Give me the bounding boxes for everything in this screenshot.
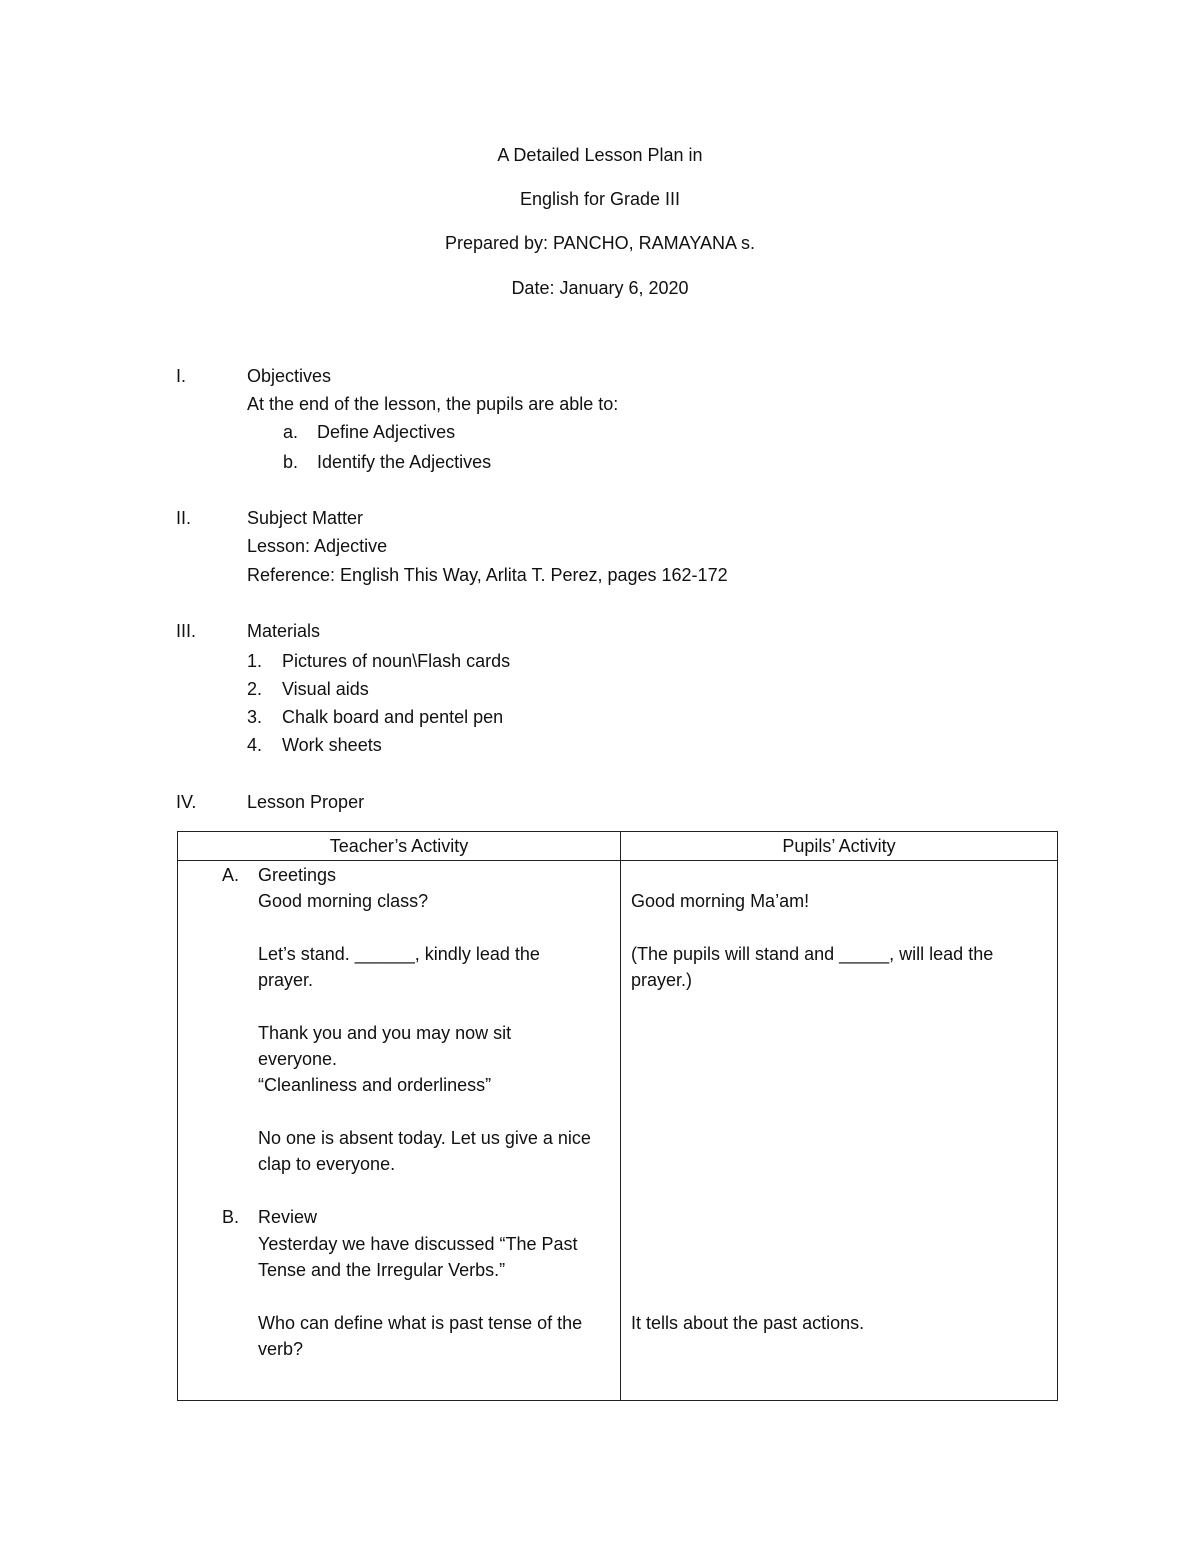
teacher-step-marker: A.	[222, 865, 240, 885]
section-numeral-materials: III.	[176, 621, 197, 641]
pupil-line: (The pupils will stand and _____, will lead the prayer.)	[631, 944, 994, 990]
section-heading-materials: Materials	[247, 621, 321, 641]
teacher-line: Thank you and you may now sit everyone.	[258, 1023, 512, 1069]
teacher-line: Who can define what is past tense of the verb?	[258, 1313, 583, 1359]
document-subtitle: English for Grade III	[519, 189, 681, 209]
section-heading-lesson-proper: Lesson Proper	[247, 792, 365, 812]
prepared-by: Prepared by: PANCHO, RAMAYANA s.	[444, 233, 756, 253]
pupil-line: Good morning Ma’am!	[631, 891, 810, 911]
teacher-step-heading: Greetings	[258, 865, 337, 885]
material-item: Chalk board and pentel pen	[282, 707, 504, 727]
material-item: Pictures of noun\Flash cards	[282, 651, 511, 671]
teacher-line: Good morning class?	[258, 891, 429, 911]
section-heading-objectives: Objectives	[247, 366, 332, 386]
material-item: Work sheets	[282, 735, 382, 755]
teacher-line: “Cleanliness and orderliness”	[258, 1075, 492, 1095]
teacher-line: Let’s stand. ______, kindly lead the prayer.	[258, 944, 540, 990]
document-date: Date: January 6, 2020	[511, 278, 689, 298]
section-heading-subject-matter: Subject Matter	[247, 508, 364, 528]
table-header-divider	[177, 860, 1058, 861]
material-item: Visual aids	[282, 679, 369, 699]
section-numeral-objectives: I.	[176, 366, 187, 386]
teacher-step-heading: Review	[258, 1207, 318, 1227]
pupil-line: It tells about the past actions.	[631, 1313, 865, 1333]
document-title: A Detailed Lesson Plan in	[497, 145, 703, 165]
teacher-activity-header: Teacher’s Activity	[329, 836, 469, 856]
section-numeral-lesson-proper: IV.	[176, 792, 197, 812]
subject-lesson: Lesson: Adjective	[247, 536, 388, 556]
objective-item: Identify the Adjectives	[317, 452, 492, 472]
material-marker: 4.	[247, 735, 263, 755]
teacher-step-marker: B.	[222, 1207, 240, 1227]
objective-marker: b.	[283, 452, 299, 472]
objectives-intro: At the end of the lesson, the pupils are able to:	[247, 394, 619, 414]
material-marker: 3.	[247, 707, 263, 727]
section-numeral-subject-matter: II.	[176, 508, 192, 528]
material-marker: 2.	[247, 679, 263, 699]
table-column-divider	[620, 831, 621, 1401]
objective-item: Define Adjectives	[317, 422, 456, 442]
pupils-activity-header: Pupils’ Activity	[782, 836, 896, 856]
teacher-line: Yesterday we have discussed “The Past Tense and the Irregular Verbs.”	[258, 1234, 578, 1280]
teacher-line: No one is absent today. Let us give a nice clap to everyone.	[258, 1128, 591, 1174]
subject-reference: Reference: English This Way, Arlita T. Perez, pages 162-172	[247, 565, 728, 585]
objective-marker: a.	[283, 422, 299, 442]
material-marker: 1.	[247, 651, 263, 671]
